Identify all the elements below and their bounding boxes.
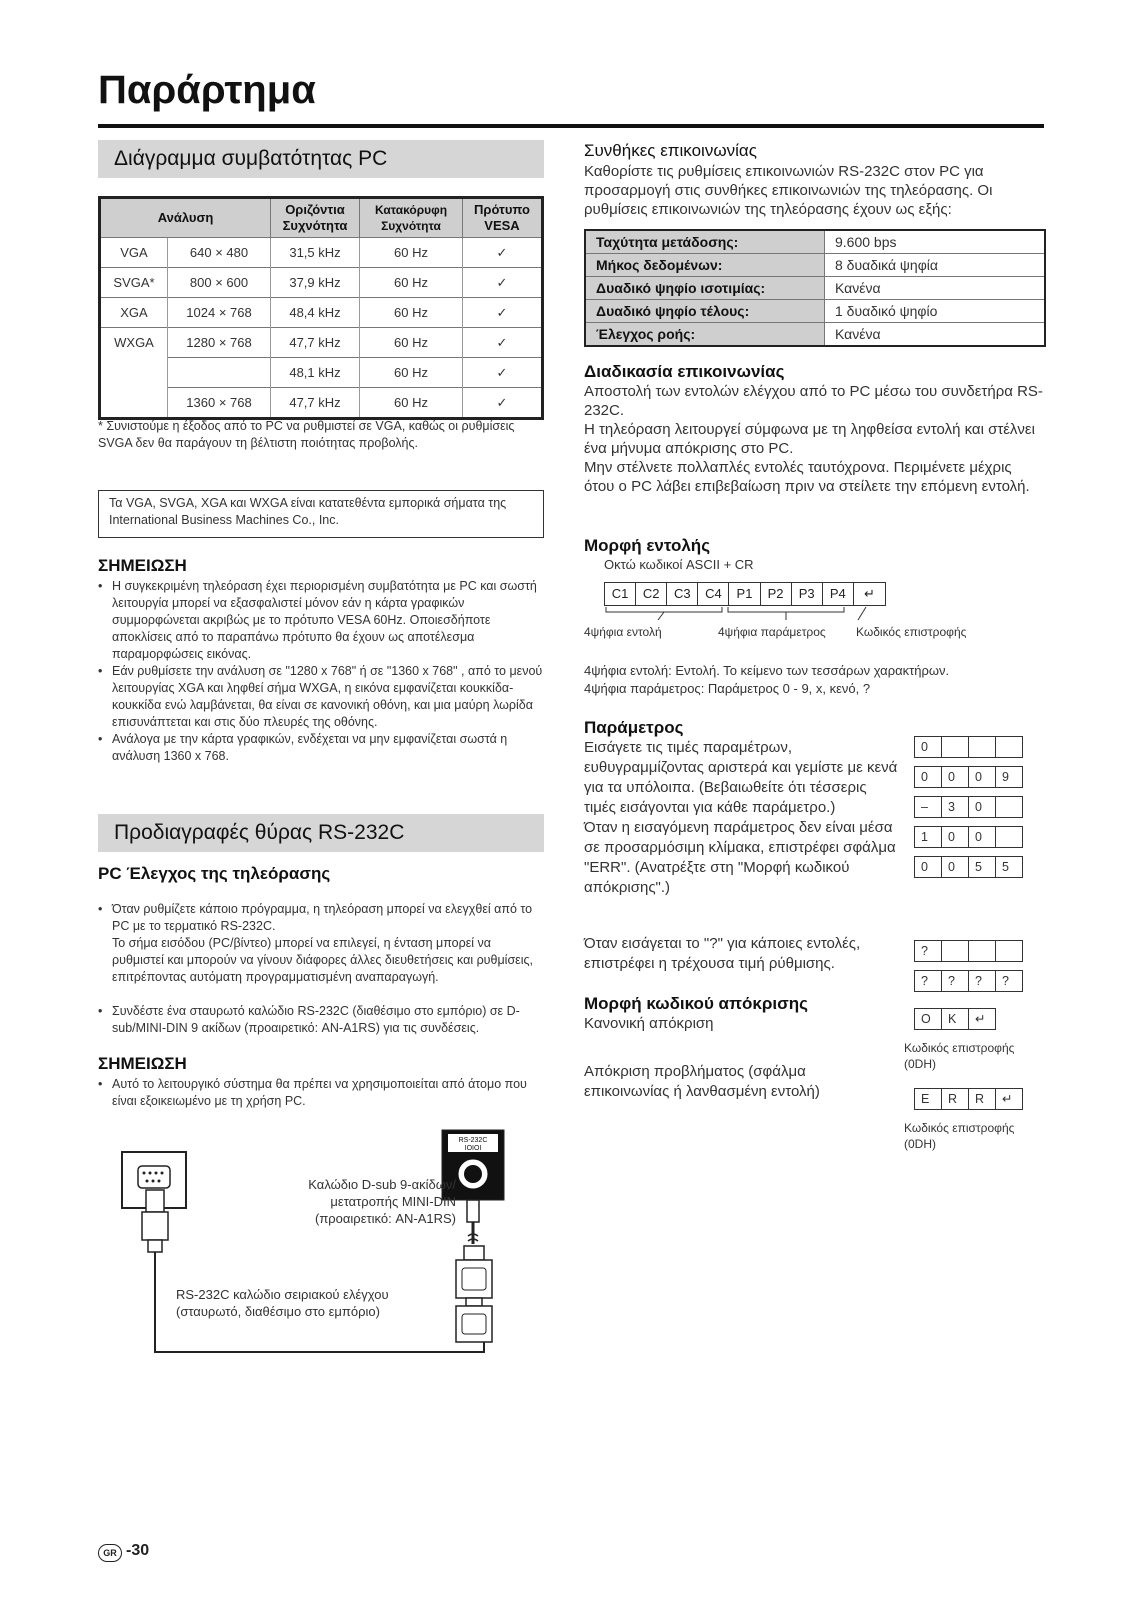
page-title: Παράρτημα <box>98 68 316 112</box>
conditions-text: Καθορίστε τις ρυθμίσεις επικοινωνιών RS-232C στον PC για προσαρμογή στις συνθήκες επικοινωνιών της τηλεόρασης. Οι ρυθμίσεις επικοινωνιών της τηλεόρασης έχουν ως εξής: <box>584 163 993 218</box>
return-icon: ↵ <box>995 1088 1023 1110</box>
param-cell: 9 <box>995 766 1023 788</box>
comm-settings-table <box>584 229 1046 347</box>
col-name: XGA <box>100 298 168 328</box>
param-cell: ? <box>995 970 1023 992</box>
setting-value: 1 δυαδικό ψηφίο <box>825 300 1046 323</box>
setting-value: 8 δυαδικά ψηφία <box>825 254 1046 277</box>
col-vfreq: 60 Hz <box>360 268 463 298</box>
col-resolution: 1024 × 768 <box>168 298 271 328</box>
format-brackets <box>584 604 1004 626</box>
response-cell: K <box>941 1008 969 1030</box>
note2-item: • Αυτό το λειτουργικό σύστημα θα πρέπει να χρησιμοποιείται από άτομο που είναι εξοικειωμένο με τη χρήση PC. <box>98 1076 544 1110</box>
col-resolution: 800 × 600 <box>168 268 271 298</box>
note1-item: • Η συγκεκριμένη τηλεόραση έχει περιορισμένη συμβατότητα με PC και σωστή λειτουργία μπορεί να εξασφαλιστεί μόνον εάν η κάρτα γραφικών συμμορφώνεται ακριβώς με το πρότυπο VESA 60Hz. Οποιεσδήποτε αποκλίσεις από το παραπάνω πρότυπο θα έχουν ως αποτέλεσμα παραμορφώσεις εικόνας. <box>98 578 544 663</box>
param-cell: 0 <box>941 856 969 878</box>
param-cell: ? <box>914 940 942 962</box>
label-return: Κωδικός επιστροφής <box>856 625 967 639</box>
format-desc: 4ψήφια εντολή: Εντολή. Το κείμενο των τεσσάρων χαρακτήρων. 4ψήφια παράμετρος: Παράμετρος 0 - 9, x, κενό, ? <box>584 663 950 696</box>
table-row <box>100 238 543 268</box>
cable2-label: RS-232C καλώδιο σειριακού ελέγχου (σταυρωτό, διαθέσιμο στο εμπόριο) <box>176 1287 389 1319</box>
col-vfreq: 60 Hz <box>360 388 463 419</box>
format-cell: C1 <box>605 583 636 605</box>
response-normal: Κανονική απόκριση <box>584 1015 714 1032</box>
rs232-item: • Όταν ρυθμίζετε κάποιο πρόγραμμα, η τηλεόραση μπορεί να ελεγχθεί από το PC με το τερματικό RS-232C. Το σήμα εισόδου (PC/βίντεο) μπορεί να επιλεγεί, η ένταση μπορεί να ρυθμιστεί και μπορούν να γίνουν διάφορες άλλες διευθετήσεις και ρυθμίσεις, επιτρέποντας αυτόματη προγραμματισμένη αναπαραγωγή. <box>98 901 544 986</box>
col-hfreq: 48,4 kHz <box>271 298 360 328</box>
trademark-text: Τα VGA, SVGA, XGA και WXGA είναι κατατεθέντα εμπορικά σήματα της International Business Machines Co., Inc. <box>109 496 507 527</box>
setting-name: Ταχύτητα μετάδοσης: <box>585 230 825 254</box>
param-text2: Όταν εισάγεται το "?" για κάποιες εντολές, επιστρέφει η τρέχουσα τιμή ρύθμισης. <box>584 935 861 972</box>
param-cell: 0 <box>941 826 969 848</box>
param-cell: 0 <box>941 766 969 788</box>
response-cell: O <box>914 1008 942 1030</box>
note1-item: • Ανάλογα με την κάρτα γραφικών, ενδέχεται να μην εμφανίζεται σωστά η ανάλυση 1360 x 768. <box>98 731 544 765</box>
format-cell: C4 <box>698 583 729 605</box>
rs232-item: • Συνδέστε ένα σταυρωτό καλώδιο RS-232C (διαθέσιμο στο εμπόριο) σε D-sub/MINI-DIN 9 ακίδων (προαιρετικό: AN-A1RS) για τις συνδέσεις. <box>98 1003 544 1037</box>
setting-name: Μήκος δεδομένων: <box>585 254 825 277</box>
header-hfreq: Οριζόντια Συχνότητα <box>271 198 360 238</box>
trademark-box <box>98 490 544 538</box>
param-cell <box>995 796 1023 818</box>
table-row <box>585 300 1045 323</box>
param-cell: 1 <box>914 826 942 848</box>
note2-list <box>98 1076 544 1110</box>
param-cell: 0 <box>914 736 942 758</box>
connection-diagram <box>120 1128 540 1378</box>
col-hfreq: 31,5 kHz <box>271 238 360 268</box>
col-hfreq: 47,7 kHz <box>271 328 360 358</box>
param-cell: 0 <box>968 796 996 818</box>
table-row <box>100 328 543 358</box>
pc-chart-heading: Διάγραμμα συμβατότητας PC <box>98 140 544 178</box>
param-cell <box>995 736 1023 758</box>
col-vfreq: 60 Hz <box>360 298 463 328</box>
col-vesa: ✓ <box>463 358 543 388</box>
format-cell: C3 <box>667 583 698 605</box>
table-row <box>100 298 543 328</box>
return-icon: ↵ <box>863 586 875 601</box>
col-name: WXGA <box>100 328 168 358</box>
conditions-title: Συνθήκες επικοινωνίας <box>584 141 757 160</box>
port-label: RS-232C <box>458 1137 488 1144</box>
header-resolution: Ανάλυση <box>100 198 271 238</box>
table-row <box>100 388 543 419</box>
col-vfreq: 60 Hz <box>360 358 463 388</box>
param-cell: 0 <box>914 856 942 878</box>
response-problem: Απόκριση προβλήματος (σφάλμα επικοινωνίας ή λανθασμένη εντολή) <box>584 1063 820 1100</box>
col-hfreq: 37,9 kHz <box>271 268 360 298</box>
param-cell: 0 <box>968 826 996 848</box>
pc-compatibility-table <box>98 196 544 420</box>
table-row <box>585 230 1045 254</box>
pc-footnote: * Συνιστούμε η έξοδος από το PC να ρυθμιστεί σε VGA, καθώς οι ρυθμίσεις SVGA δεν θα παράγουν τη βέλτιστη ποιότητας προβολής. <box>98 419 515 450</box>
param-cell: 5 <box>995 856 1023 878</box>
param-cell <box>941 940 969 962</box>
col-name: SVGA* <box>100 268 168 298</box>
format-title: Μορφή εντολής <box>584 536 711 555</box>
rs232-heading: Προδιαγραφές θύρας RS-232C <box>98 814 544 852</box>
cable1-label: Καλώδιο D-sub 9-ακίδων/ μετατροπής MINI-DIN (προαιρετικό: AN-A1RS) <box>308 1177 456 1226</box>
param-cell: 0 <box>968 766 996 788</box>
language-badge: GR <box>98 1544 122 1562</box>
setting-value: Κανένα <box>825 323 1046 347</box>
param-cell: 0 <box>914 766 942 788</box>
header-vfreq: Κατακόρυφη Συχνότητα <box>360 198 463 238</box>
col-resolution: 640 × 480 <box>168 238 271 268</box>
label-param: 4ψήφια παράμετρος <box>718 625 826 639</box>
response-cell: R <box>968 1088 996 1110</box>
return-icon: ↵ <box>968 1008 996 1030</box>
label-cmd: 4ψήφια εντολή <box>584 625 662 639</box>
format-cell: C2 <box>636 583 667 605</box>
procedure-title: Διαδικασία επικοινωνίας <box>584 362 785 381</box>
col-resolution: 1360 × 768 <box>168 388 271 419</box>
title-rule <box>98 124 1044 128</box>
col-vfreq: 60 Hz <box>360 238 463 268</box>
rs232-list <box>98 884 544 1054</box>
param-cell <box>968 940 996 962</box>
response-cell: E <box>914 1088 942 1110</box>
note2-title: ΣΗΜΕΙΩΣΗ <box>98 1054 187 1073</box>
col-name <box>100 358 168 388</box>
table-row <box>100 268 543 298</box>
col-resolution: 1280 × 768 <box>168 328 271 358</box>
col-vesa: ✓ <box>463 328 543 358</box>
setting-value: Κανένα <box>825 277 1046 300</box>
col-vesa: ✓ <box>463 238 543 268</box>
note1-item: • Εάν ρυθμίσετε την ανάλυση σε "1280 x 768" ή σε "1360 x 768" , από το μενού λειτουργίας XGA και ληφθεί σήμα WXGA, η εικόνα εμφανίζεται κουκκίδα-κουκκίδα ενώ λαμβάνεται, θα είναι σε κανονική οθόνη, και μια μαύρη λωρίδα επισυνάπτεται και στις δύο πλευρές της οθόνης. <box>98 663 544 731</box>
format-sub: Οκτώ κωδικοί ASCII + CR <box>604 557 754 572</box>
param-cell: ? <box>968 970 996 992</box>
col-name <box>100 388 168 419</box>
table-row <box>585 323 1045 347</box>
param-cell <box>995 940 1023 962</box>
col-vesa: ✓ <box>463 298 543 328</box>
param-cell <box>941 736 969 758</box>
format-cell: P4 <box>823 583 854 605</box>
col-vesa: ✓ <box>463 268 543 298</box>
format-cell: P1 <box>729 583 760 605</box>
param-title: Παράμετρος <box>584 718 684 737</box>
param-text1: Εισάγετε τις τιμές παραμέτρων, ευθυγραμμίζοντας αριστερά και γεμίστε με κενά για τα υπόλοιπα. (Βεβαιωθείτε ότι τέσσερις τιμές εισάγονται για κάθε παράμετρο.) Όταν η εισαγόμενη παράμετρος δεν είναι μέσα σε προσαρμόσιμη κλίμακα, επιστρέφει σφάλμα "ERR". (Ανατρέξτε στη "Μορφή κωδικού απόκρισης".) <box>584 739 898 896</box>
err-return-label: Κωδικός επιστροφής (0DH) <box>904 1121 1015 1151</box>
format-cell: P3 <box>792 583 823 605</box>
ok-return-label: Κωδικός επιστροφής (0DH) <box>904 1041 1015 1071</box>
setting-name: Έλεγχος ροής: <box>585 323 825 347</box>
col-hfreq: 48,1 kHz <box>271 358 360 388</box>
table-row <box>585 277 1045 300</box>
response-title: Μορφή κωδικού απόκρισης <box>584 994 808 1013</box>
col-vfreq: 60 Hz <box>360 328 463 358</box>
port-sub: IOIOI <box>464 1145 482 1152</box>
col-resolution <box>168 358 271 388</box>
table-row <box>100 358 543 388</box>
col-vesa: ✓ <box>463 388 543 419</box>
param-cell <box>995 826 1023 848</box>
param-cell: ? <box>914 970 942 992</box>
page-number: -30 <box>126 1542 150 1559</box>
setting-name: Δυαδικό ψηφίο τέλους: <box>585 300 825 323</box>
setting-name: Δυαδικό ψηφίο ισοτιμίας: <box>585 277 825 300</box>
param-cell <box>968 736 996 758</box>
format-cell: P2 <box>761 583 792 605</box>
param-cell: – <box>914 796 942 818</box>
param-cell: 3 <box>941 796 969 818</box>
note1-title: ΣΗΜΕΙΩΣΗ <box>98 556 187 575</box>
setting-value: 9.600 bps <box>825 230 1046 254</box>
response-cell: R <box>941 1088 969 1110</box>
note1-list <box>98 578 544 765</box>
header-vesa: Πρότυπο VESA <box>463 198 543 238</box>
col-name: VGA <box>100 238 168 268</box>
rs232-subheading: PC Έλεγχος της τηλεόρασης <box>98 864 331 883</box>
col-hfreq: 47,7 kHz <box>271 388 360 419</box>
procedure-text: Αποστολή των εντολών ελέγχου από το PC μέσω του συνδετήρα RS-232C. Η τηλεόραση λειτουργεί σύμφωνα με τη ληφθείσα εντολή και στέλνει ένα μήνυμα απόκρισης στο PC. Μην στέλνετε πολλαπλές εντολές ταυτόχρονα. Περιμένετε μέχρις ότου ο PC λάβει επιβεβαίωση πριν να στείλετε την επόμενη εντολή. <box>584 383 1043 495</box>
param-cell: 5 <box>968 856 996 878</box>
table-row <box>585 254 1045 277</box>
param-cell: ? <box>941 970 969 992</box>
command-format-box <box>604 582 886 606</box>
